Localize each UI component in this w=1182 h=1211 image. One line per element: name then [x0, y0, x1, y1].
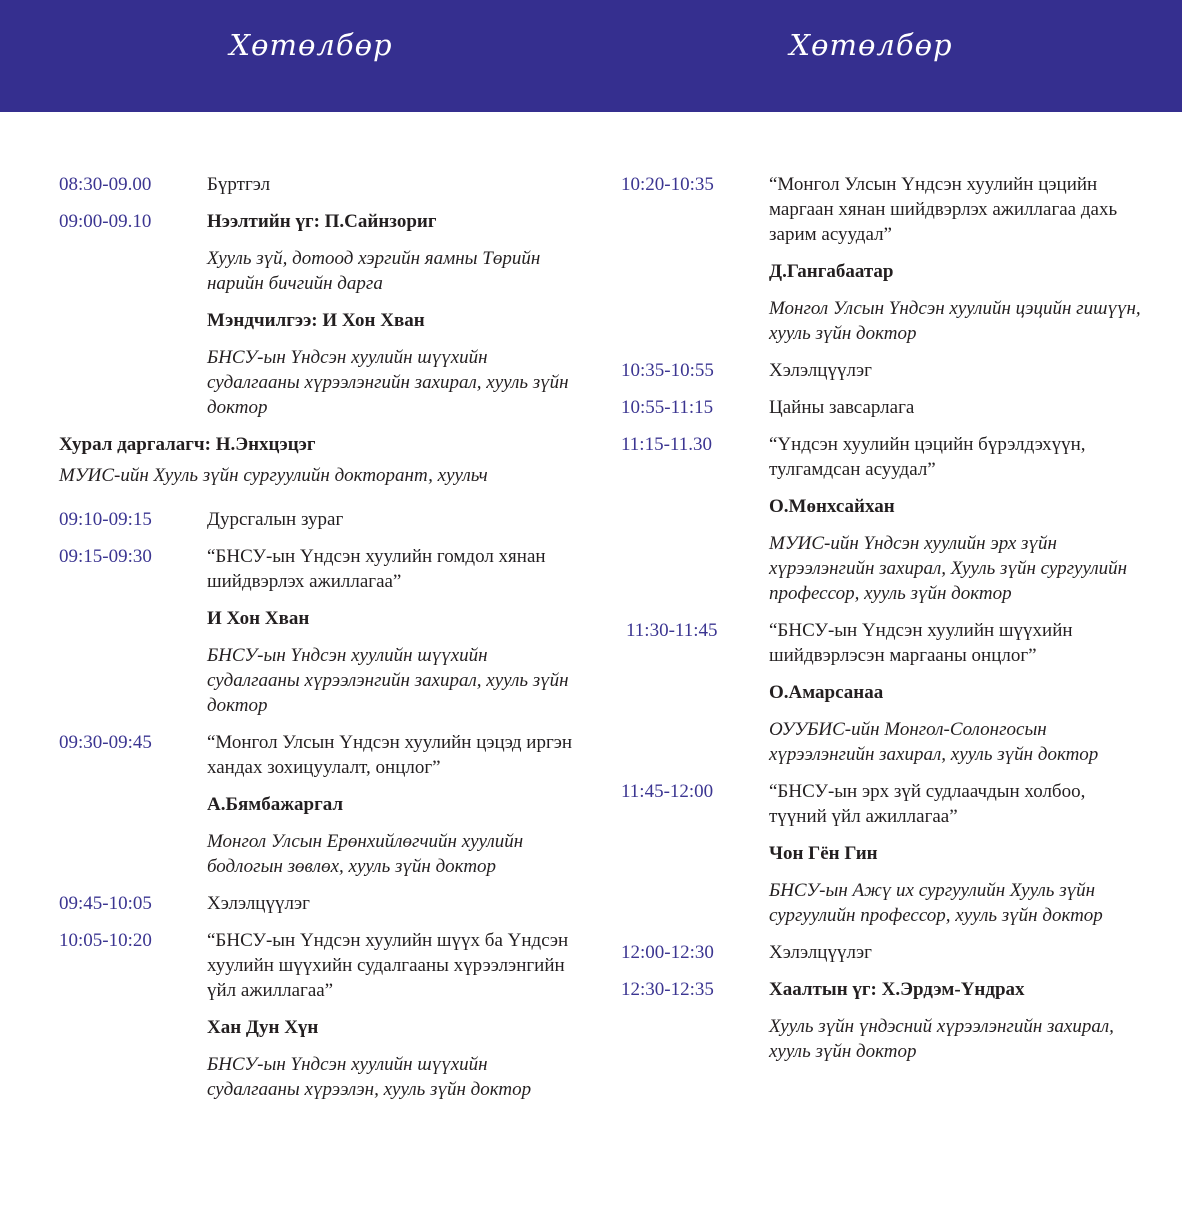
chairperson-role: МУИС-ийн Хууль зүйн сургуулийн докторант, хуульч [59, 465, 488, 486]
speaker-title: БНСУ-ын Үндсэн хуулийн шүүхийн судалгааны хүрээлэнгийн захирал, хууль зүйн доктор [207, 347, 569, 418]
schedule-row [621, 358, 1141, 383]
session-title: Бүртгэл [207, 174, 271, 195]
session-content [769, 618, 1141, 767]
session-content [207, 209, 579, 420]
schedule-row [59, 544, 579, 718]
time-slot: 12:00-12:30 [621, 942, 714, 963]
time-slot: 09:30-09:45 [59, 732, 152, 753]
session-content [207, 928, 579, 1102]
time-slot: 11:30-11:45 [626, 620, 718, 641]
schedule-row [59, 928, 579, 1102]
chairperson-name: Хурал даргалагч: Н.Энхцэцэг [59, 434, 316, 455]
chairperson-block [59, 432, 579, 488]
time-slot: 10:05-10:20 [59, 930, 152, 951]
schedule-row [621, 940, 1141, 965]
speaker-name: А.Бямбажаргал [207, 794, 344, 815]
session-title: “БНСУ-ын Үндсэн хуулийн шүүх ба Үндсэн хуулийн шүүхийн судалгааны хүрээлэнгийн үйл ажиллагаа” [207, 930, 569, 1001]
time-slot: 09:45-10:05 [59, 893, 152, 914]
time-slot: 11:45-12:00 [621, 781, 714, 802]
schedule-row [59, 507, 579, 532]
time-slot: 10:55-11:15 [621, 397, 714, 418]
schedule-row [621, 432, 1141, 606]
time-slot: 09:00-09.10 [59, 211, 152, 232]
session-content [207, 544, 579, 718]
speaker-name: Хаалтын үг: Х.Эрдэм-Үндрах [769, 979, 1025, 1000]
session-content [769, 779, 1141, 928]
speaker-name: Мэндчилгээ: И Хон Хван [207, 310, 425, 331]
session-content [769, 358, 1141, 383]
time-slot: 09:15-09:30 [59, 546, 152, 567]
session-content [207, 891, 579, 916]
time-slot: 11:15-11.30 [621, 434, 712, 455]
session-content [769, 395, 1141, 420]
session-content [769, 977, 1141, 1064]
speaker-name: О.Амарсанаа [769, 682, 884, 703]
speaker-title: МУИС-ийн Үндсэн хуулийн эрх зүйн хүрээлэнгийн захирал, Хууль зүйн сургуулийн профессор, хууль зүйн доктор [769, 533, 1128, 604]
session-content [769, 940, 1141, 965]
session-title: Хэлэлцүүлэг [769, 360, 872, 381]
session-title: Цайны завсарлага [769, 397, 915, 418]
session-content [207, 507, 579, 532]
page-title-left: Хөтөлбөр [229, 28, 393, 62]
session-title: Хэлэлцүүлэг [207, 893, 310, 914]
time-slot: 09:10-09:15 [59, 509, 152, 530]
speaker-title: БНСУ-ын Үндсэн хуулийн шүүхийн судалгааны хүрээлэнгийн захирал, хууль зүйн доктор [207, 645, 569, 716]
schedule-row [59, 730, 579, 879]
session-content [207, 172, 579, 197]
program-column-right [621, 172, 1141, 1076]
schedule-row [621, 172, 1141, 346]
page-title-right: Хөтөлбөр [789, 28, 953, 62]
session-title: “БНСУ-ын Үндсэн хуулийн шүүхийн шийдвэрлэсэн маргааны онцлог” [769, 620, 1073, 666]
session-title: “БНСУ-ын эрх зүй судлаачдын холбоо, түүний үйл ажиллагаа” [769, 781, 1086, 827]
schedule-row [621, 779, 1141, 928]
speaker-title: Монгол Улсын Үндсэн хуулийн цэцийн гишүүн, хууль зүйн доктор [769, 298, 1141, 344]
schedule-list [621, 172, 1141, 1064]
session-content [207, 730, 579, 879]
speaker-title: Хууль зүйн үндэсний хүрээлэнгийн захирал, хууль зүйн доктор [769, 1016, 1114, 1062]
schedule-list [59, 507, 579, 1102]
program-column-left [59, 172, 579, 1114]
speaker-name: И Хон Хван [207, 608, 310, 629]
speaker-name: Чон Гён Гин [769, 843, 878, 864]
time-slot: 12:30-12:35 [621, 979, 714, 1000]
time-slot: 10:35-10:55 [621, 360, 714, 381]
session-title: “БНСУ-ын Үндсэн хуулийн гомдол хянан шийдвэрлэх ажиллагаа” [207, 546, 546, 592]
schedule-row [59, 172, 579, 197]
schedule-row [621, 618, 1141, 767]
speaker-title: Монгол Улсын Ерөнхийлөгчийн хуулийн бодлогын зөвлөх, хууль зүйн доктор [207, 831, 524, 877]
session-content [769, 432, 1141, 606]
speaker-title: БНСУ-ын Ажү их сургуулийн Хууль зүйн сургуулийн профессор, хууль зүйн доктор [769, 880, 1103, 926]
header-banner [0, 0, 1182, 112]
session-title: “Монгол Улсын Үндсэн хуулийн цэцэд иргэн хандах зохицуулалт, онцлог” [207, 732, 573, 778]
speaker-name: О.Мөнхсайхан [769, 496, 895, 517]
schedule-row [59, 891, 579, 916]
schedule-list [59, 172, 579, 420]
speaker-title: ОУУБИС-ийн Монгол-Солонгосын хүрээлэнгийн захирал, хууль зүйн доктор [769, 719, 1099, 765]
schedule-row [621, 977, 1141, 1064]
time-slot: 08:30-09.00 [59, 174, 152, 195]
time-slot: 10:20-10:35 [621, 174, 714, 195]
speaker-name: Нээлтийн үг: П.Сайнзориг [207, 211, 437, 232]
session-title: “Монгол Улсын Үндсэн хуулийн цэцийн маргаан хянан шийдвэрлэх ажиллагаа дахь зарим асуудал” [769, 174, 1118, 245]
session-title: Хэлэлцүүлэг [769, 942, 872, 963]
session-title: Дурсгалын зураг [207, 509, 344, 530]
speaker-name: Хан Дун Хүн [207, 1017, 319, 1038]
speaker-title: Хууль зүй, дотоод хэргийн яамны Төрийн нарийн бичгийн дарга [207, 248, 541, 294]
schedule-row [59, 209, 579, 420]
speaker-title: БНСУ-ын Үндсэн хуулийн шүүхийн судалгааны хүрээлэн, хууль зүйн доктор [207, 1054, 532, 1100]
session-content [769, 172, 1141, 346]
session-title: “Үндсэн хуулийн цэцийн бүрэлдэхүүн, тулгамдсан асуудал” [769, 434, 1086, 480]
schedule-row [621, 395, 1141, 420]
speaker-name: Д.Гангабаатар [769, 261, 894, 282]
